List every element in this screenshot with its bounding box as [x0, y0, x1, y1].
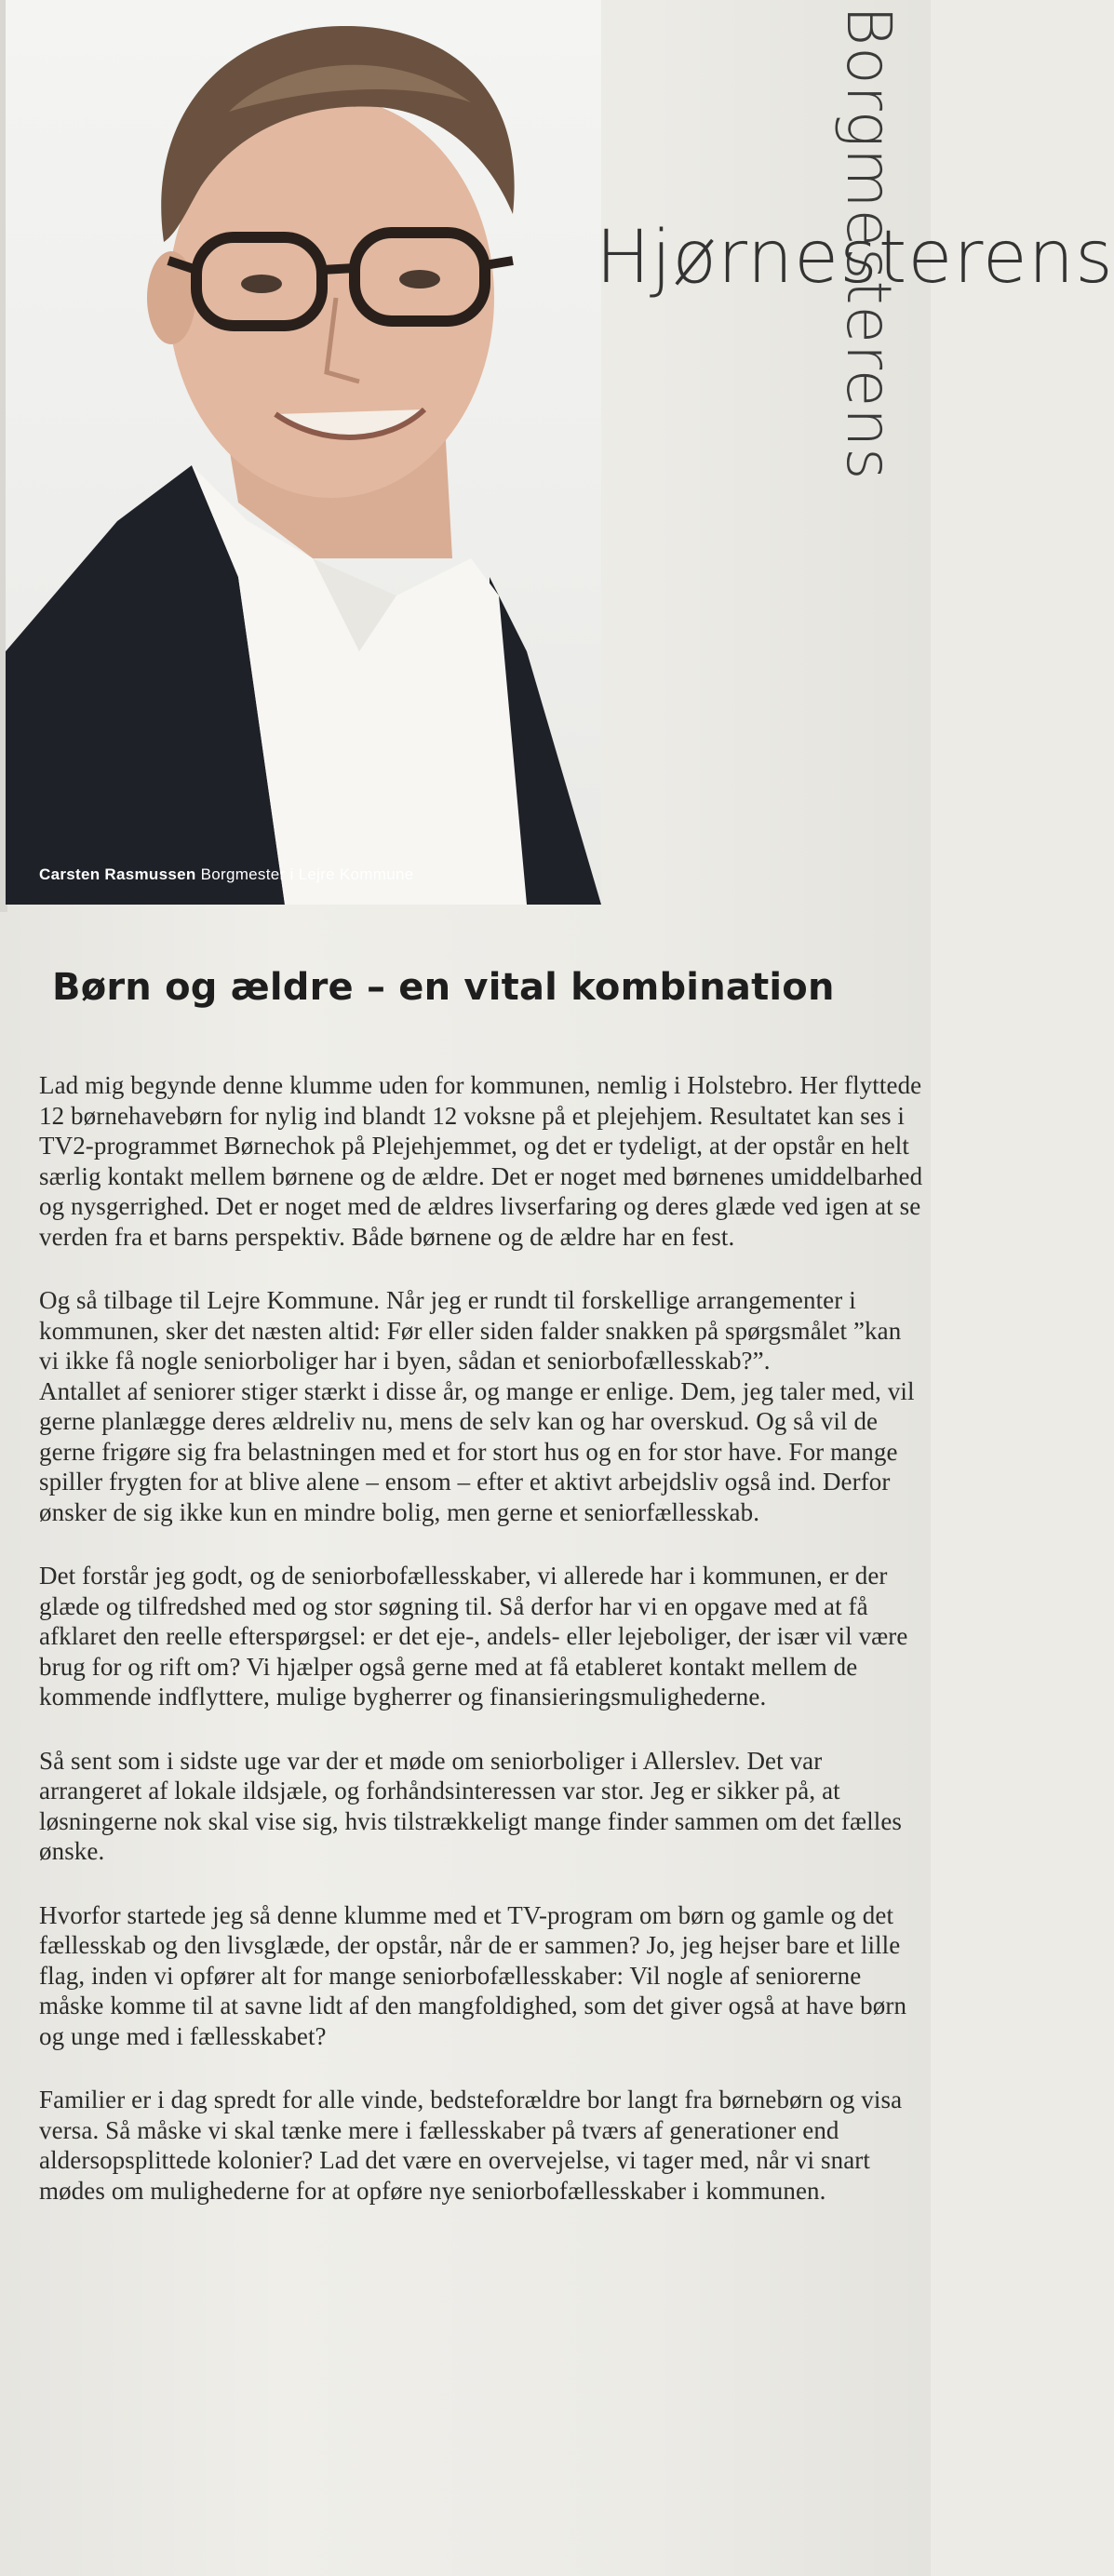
- paragraph: Så sent som i sidste uge var der et møde om seniorboliger i Allerslev. Det var arrangeret af lokale ildsjæle, og forhåndsinteressen var stor. Jeg er sikker på, at løsningerne nok skal vise sig, hvis tilstrækkeligt mange finder sammen om det fælles ønske.: [39, 1746, 903, 1865]
- paragraph: Lad mig begynde denne klumme uden for kommunen, nemlig i Holstebro. Her flyttede 12 børnehavebørn for nylig ind blandt 12 voksne på et plejehjem. Resultatet kan ses i TV2-programmet Børnechok på Plejehjemmet, og det er tydeligt, at der opstår en helt særlig kontakt mellem børnene og de ældre. Det er noget med børnenes umiddelbarhed og nysgerrighed. Det er noget med de ældres livserfaring og deres glæde ved igen at se verden fra et barns perspektiv. Både børnene og de ældre har en fest.: [39, 1071, 923, 1251]
- caption-role: Borgmester i Lejre Kommune: [200, 865, 414, 883]
- column-title-horizontal: Hjørnesterens: [596, 216, 1114, 300]
- caption-name: Carsten Rasmussen: [39, 865, 196, 883]
- paragraph: Hvorfor startede jeg så denne klumme med et TV-program om børn og gamle og det fællesskab og den livsglæde, der opstår, når de er sammen? Jo, jeg hejser bare et lille flag, inden vi opfører alt for mange seniorbofællesskaber: Vil nogle af seniorerne måske komme til at savne lidt af den mangfoldighed, som det giver også at have børn og unge med i fællesskabet?: [39, 1900, 907, 2050]
- paragraph: Antallet af seniorer stiger stærkt i disse år, og mange er enlige. Dem, jeg taler med, vil gerne planlægge deres ældreliv nu, mens de selv kan og har overskud. Og så vil de gerne frigøre sig fra belastningen med et for stort hus og en for stor have. For mange spiller frygten for at blive alene – ensom – efter et aktivt arbejdsliv også ind. Derfor ønsker de sig ikke kun en mindre bolig, men gerne et seniorfællesskab.: [39, 1376, 915, 1526]
- paragraph: Familier er i dag spredt for alle vinde, bedsteforældre bor langt fra børnebørn og visa versa. Så måske vi skal tænke mere i fællesskaber på tværs af generationer end aldersopsplittede kolonier? Lad det være en overvejelse, vi tager med, når vi snart mødes om mulighederne for at opføre nye seniorbofællesskaber i kommunen.: [39, 2086, 903, 2205]
- portrait-illustration: [6, 0, 601, 905]
- paragraph: Og så tilbage til Lejre Kommune. Når jeg er rundt til forskellige arrangementer i kommunen, sker det næsten altid: Før eller siden falder snakken på spørgsmålet ”kan vi ikke få nogle seniorboliger har i byen, sådan et seniorbofællesskab?”.: [39, 1286, 902, 1375]
- portrait-photo: [6, 0, 601, 905]
- column-title-vertical: Borgmesterens: [833, 6, 905, 481]
- paragraph: Det forstår jeg godt, og de seniorbofællesskaber, vi allerede har i kommunen, er der glæde og tilfredshed med og stor søgning til. Så derfor har vi en opgave med at få afklaret den reelle efterspørgsel: er det eje-, andels- eller lejeboliger, der især vil være brug for og rift om? Vi hjælper også gerne med at få etableret kontakt mellem de kommende indflyttere, mulige bygherrer og finansieringsmulighederne.: [39, 1562, 908, 1711]
- article-headline: Børn og ældre – en vital kombination: [52, 966, 835, 1009]
- article-body: [39, 1070, 923, 2239]
- photo-caption: [39, 865, 414, 884]
